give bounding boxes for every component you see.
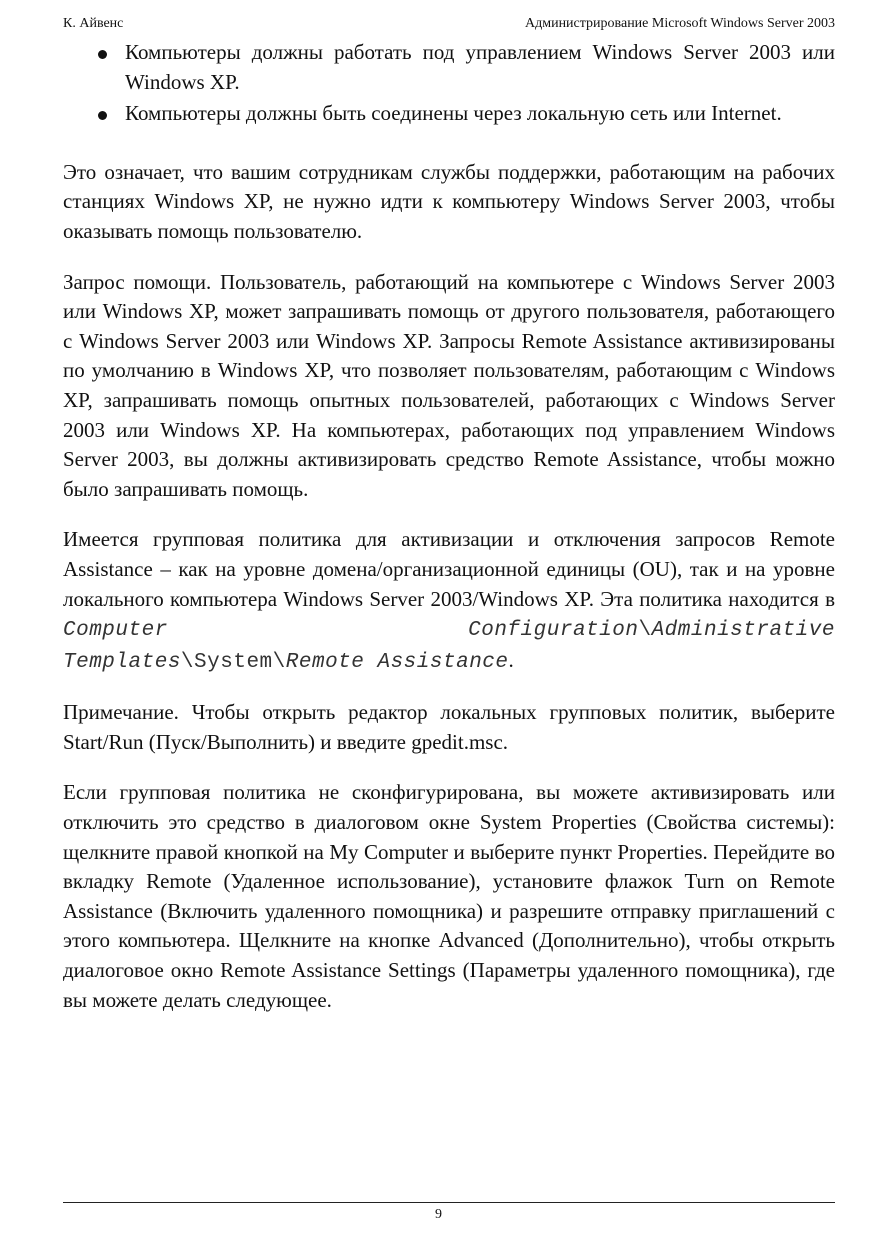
paragraph-helpdesk: Это означает, что вашим сотрудникам службы поддержки, работающим на рабочих станциях Windows XP, не нужно идти к компьютеру Windows Server 2003, чтобы оказывать помощь пользователю. <box>63 159 835 243</box>
policy-path-administrative-templates: Administrative Templates <box>63 619 835 674</box>
bullet-icon <box>98 111 107 120</box>
list-item-text: Компьютеры должны работать под управлением Windows Server 2003 или Windows XP. <box>125 40 835 94</box>
paragraph-system-properties: Если групповая политика не сконфигурирована, вы можете активизировать или отключить это средство в диалоговом окне System Properties (Свойства системы): щелкните правой кнопкой на My Computer и выберите пункт Properties. Перейдите во вкладку Remote (Удаленное использование), установите флажок Turn on Remote Assistance (Включить удаленного помощника) и разрешите отправку приглашений с этого компьютера. Щелкните на кнопке Advanced (Дополнительно), чтобы открыть диалоговое окно Remote Assistance Settings (Параметры удаленного помощника), где вы можете делать следующее. <box>63 780 835 1012</box>
paragraph-end-punctuation: . <box>508 647 514 672</box>
policy-path-separator: \ <box>272 650 286 674</box>
policy-path-computer-configuration: Computer Configuration <box>63 619 639 643</box>
list-item <box>125 38 835 97</box>
list-item-text: Компьютеры должны быть соединены через локальную сеть или Internet. <box>125 101 782 126</box>
paragraph-group-policy <box>63 525 835 677</box>
running-header-title: Администрирование Microsoft Windows Server 2003 <box>524 16 835 31</box>
bullet-icon <box>98 50 107 59</box>
policy-path-remote-assistance: Remote Assistance <box>285 650 509 674</box>
list-item <box>125 99 835 129</box>
page-body <box>63 38 835 1015</box>
page-number: 9 <box>435 1207 442 1222</box>
policy-path-separator: \ <box>180 650 195 674</box>
running-header-author: К. Айвенс <box>63 16 124 31</box>
policy-path-system: System <box>194 650 273 674</box>
paragraph-note: Примечание. Чтобы открыть редактор локальных групповых политик, выберите Start/Run (Пуск/Выполнить) и введите gpedit.msc. <box>63 700 835 754</box>
paragraph-request-help: Запрос помощи. Пользователь, работающий на компьютере с Windows Server 2003 или Windows XP, может запрашивать помощь от другого пользователя, работающего с Windows Server 2003 или Windows XP. Запросы Remote Assistance активизированы по умолчанию в Windows XP, что позволяет пользователям, работающим с Windows XP, запрашивать помощь опытных пользователей, работающих с Windows Server 2003 или Windows XP. На компьютерах, работающих под управлением Windows Server 2003, вы должны активизировать средство Remote Assistance, чтобы можно было запрашивать помощь. <box>63 269 835 501</box>
footer-divider <box>63 1202 835 1203</box>
paragraph-group-policy-text: Имеется групповая политика для активизации и отключения запросов Remote Assistance – как на уровне домена/организационной единицы (OU), так и на уровне локального компьютера Windows Server 2003/Windows XP. Эта политика находится в <box>63 527 835 611</box>
policy-path-separator: \ <box>638 619 652 643</box>
requirements-list <box>63 38 835 129</box>
